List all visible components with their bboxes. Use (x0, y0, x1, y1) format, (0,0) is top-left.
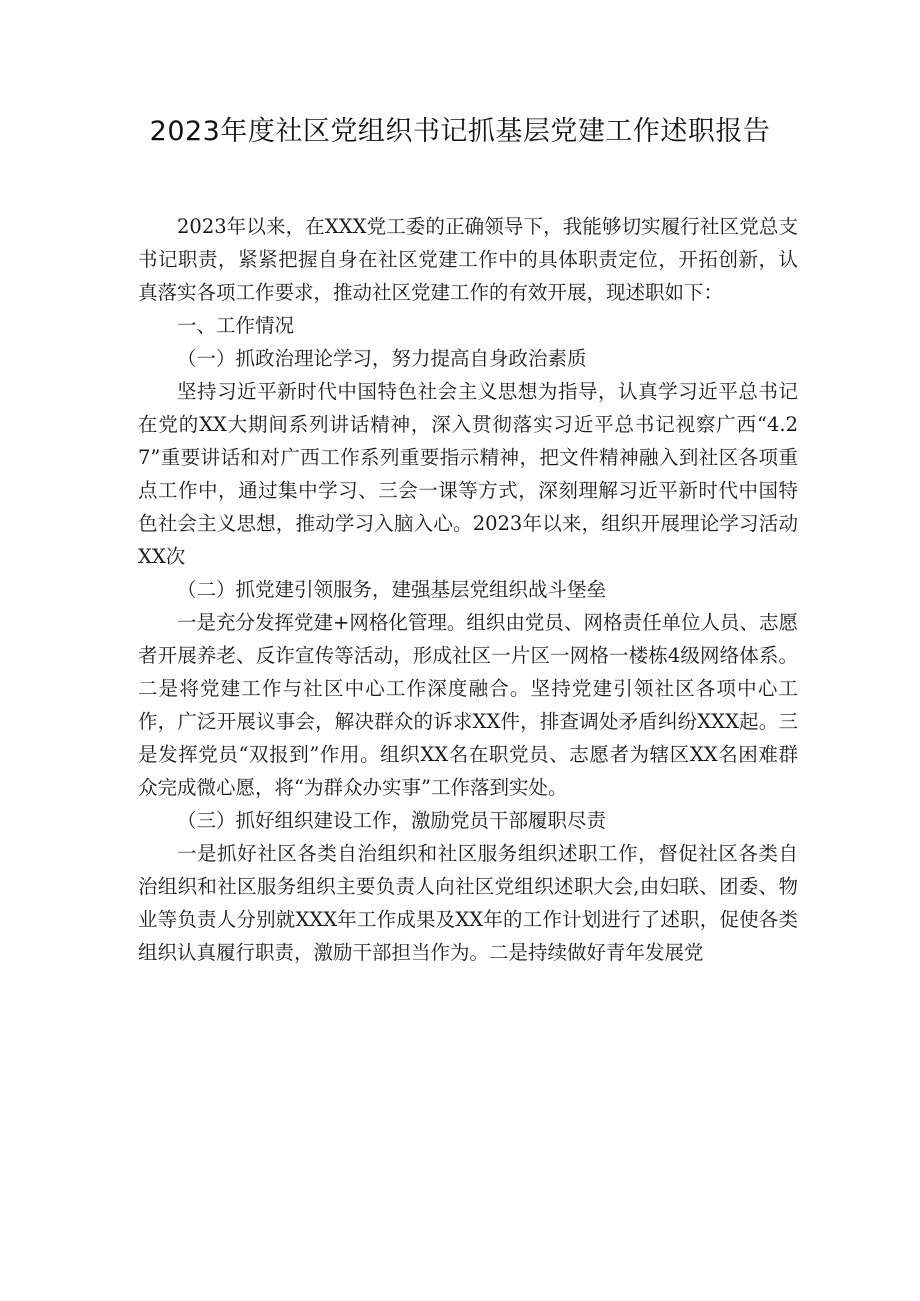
body-paragraph-1: 坚持习近平新时代中国特色社会主义思想为指导，认真学习近平总书记在党的XX大期间系列讲话精神，深入贯彻落实习近平总书记视察广西“4.27”重要讲话和对广西工作系列重要指示精神，把文件精神融入到社区各项重点工作中，通过集中学习、三会一课等方式，深刻理解习近平新时代中国特色社会主义思想，推动学习入脑入心。2023年以来，组织开展理论学习活动XX次 (138, 380, 798, 568)
subsection-heading-1: （一）抓政治理论学习，努力提高自身政治素质 (177, 347, 587, 370)
document-body (138, 210, 798, 969)
document-title: 2023年度社区党组织书记抓基层党建工作述职报告 (149, 116, 771, 147)
intro-paragraph: 2023年以来，在XXX党工委的正确领导下，我能够切实履行社区党总支书记职责，紧紧把握自身在社区党建工作中的具体职责定位，开拓创新，认真落实各项工作要求，推动社区党建工作的有效开展，现述职如下： (138, 215, 798, 304)
body-paragraph-2: 一是充分发挥党建+网格化管理。组织由党员、网格责任单位人员、志愿者开展养老、反诈宣传等活动，形成社区一片区一网格一楼栋4级网络体系。二是将党建工作与社区中心工作深度融合。坚持党建引领社区各项中心工作，广泛开展议事会，解决群众的诉求XX件，排查调处矛盾纠纷XXX起。三是发挥党员“双报到”作用。组织XX名在职党员、志愿者为辖区XX名困难群众完成微心愿，将“为群众办实事”工作落到实处。 (138, 611, 798, 799)
subsection-heading-3: （三）抓好组织建设工作，激励党员干部履职尽责 (177, 809, 607, 832)
body-paragraph-3: 一是抓好社区各类自治组织和社区服务组织述职工作，督促社区各类自治组织和社区服务组织主要负责人向社区党组织述职大会,由妇联、团委、物业等负责人分别就XXX年工作成果及XX年的工作计划进行了述职，促使各类组织认真履行职责，激励干部担当作为。二是持续做好青年发展党 (138, 842, 798, 964)
section-heading-work-status: 一、工作情况 (177, 314, 295, 337)
subsection-heading-2: （二）抓党建引领服务，建强基层党组织战斗堡垒 (177, 578, 607, 601)
